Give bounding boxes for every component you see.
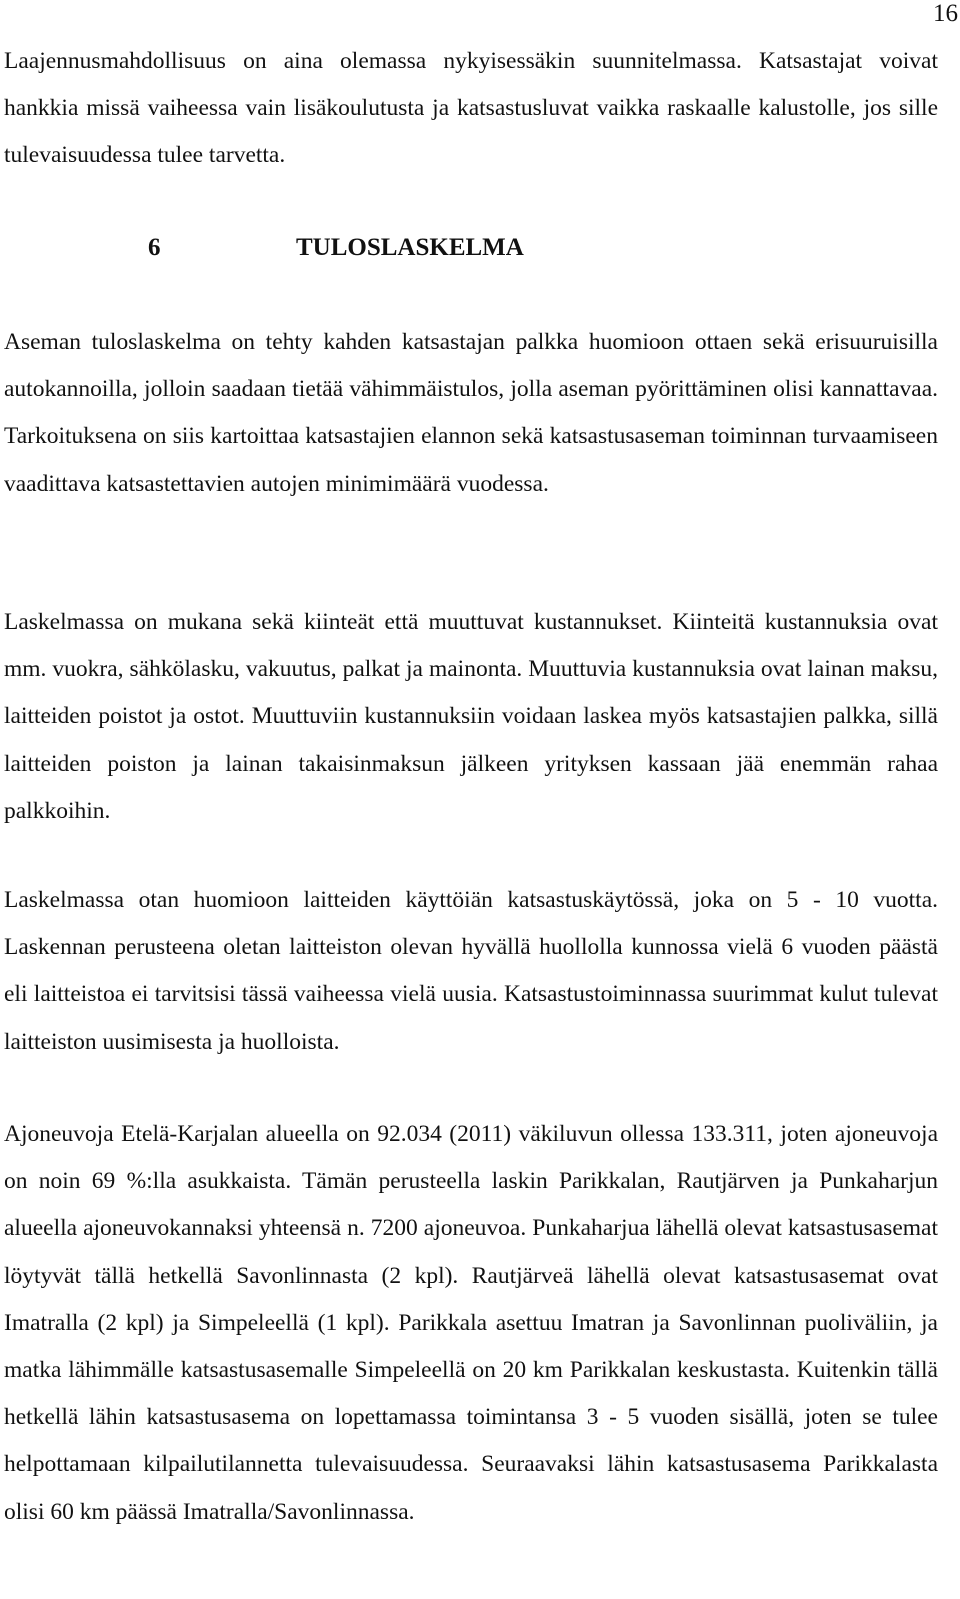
intro-paragraph: Laajennusmahdollisuus on aina olemassa nykyisessäkin suunnitelmassa. Katsastajat voivat hankkia missä vaiheessa vain lisäkoulutusta ja katsastusluvat vaikka raskaalle kalustolle, jos sille tulevaisuudessa tulee tarvetta. (4, 48, 938, 169)
paragraph-vehicle-population: Ajoneuvoja Etelä-Karjalan alueella on 92.034 (2011) väkiluvun ollessa 133.311, joten ajoneuvoja on noin 69 %:lla asukkaista. Tämän perusteella laskin Parikkalan, Rautjärven ja Punkaharjun alueella ajoneuvokannaksi yhteensä n. 7200 ajoneuvoa. Punkaharjua lähellä olevat katsastusasemat löytyvät tällä hetkellä Savonlinnasta (2 kpl). Rautjärveä lähellä olevat katsastusasemat ovat Imatralla (2 kpl) ja Simpeleellä (1 kpl). Parikkala asettuu Imatran ja Savonlinnan puoliväliin, ja matka lähimmälle katsastusasemalle Simpeleellä on 20 km Parikkalan keskustasta. Kuitenkin tällä hetkellä lähin katsastusasema on lopettamassa toimintansa 3 - 5 vuoden sisällä, joten se tulee helpottamaan kilpailutilannetta tulevaisuudessa. Seuraavaksi lähin katsastusasema Parikkalasta olisi 60 km päässä Imatralla/Savonlinnassa. (4, 1121, 938, 1525)
paragraph-equipment-lifetime: Laskelmassa otan huomioon laitteiden käyttöiän katsastuskäytössä, joka on 5 - 10 vuotta. Laskennan perusteena oletan laitteiston olevan hyvällä huollolla kunnossa vielä 6 vuoden päästä eli laitteistoa ei tarvitsisi tässä vaiheessa vielä uusia. Katsastustoiminnassa suurimmat kulut tulevat laitteiston uusimisesta ja huolloista. (4, 887, 938, 1055)
paragraph-costs: Laskelmassa on mukana sekä kiinteät että muuttuvat kustannukset. Kiinteitä kustannuksia ovat mm. vuokra, sähkölasku, vakuutus, palkat ja mainonta. Muuttuvia kustannuksia ovat lainan maksu, laitteiden poistot ja ostot. Muuttuviin kustannuksiin voidaan laskea myös katsastajien palkka, sillä laitteiden poiston ja lainan takaisinmaksun jälkeen yrityksen kassaan jää enemmän rahaa palkkoihin. (4, 609, 938, 824)
paragraph-income-statement-basis: Aseman tuloslaskelma on tehty kahden katsastajan palkka huomioon ottaen sekä erisuuruisilla autokannoilla, jolloin saadaan tietää vähimmäistulos, jolla aseman pyörittäminen olisi kannattavaa. Tarkoituksena on siis kartoittaa katsastajien elannon sekä katsastusaseman toiminnan turvaamiseen vaadittava katsastettavien autojen minimimäärä vuodessa. (4, 329, 938, 497)
section-heading (148, 228, 524, 268)
section-number: 6 (148, 234, 161, 261)
section-title: TULOSLASKELMA (296, 234, 524, 261)
page-number: 16 (933, 0, 958, 27)
